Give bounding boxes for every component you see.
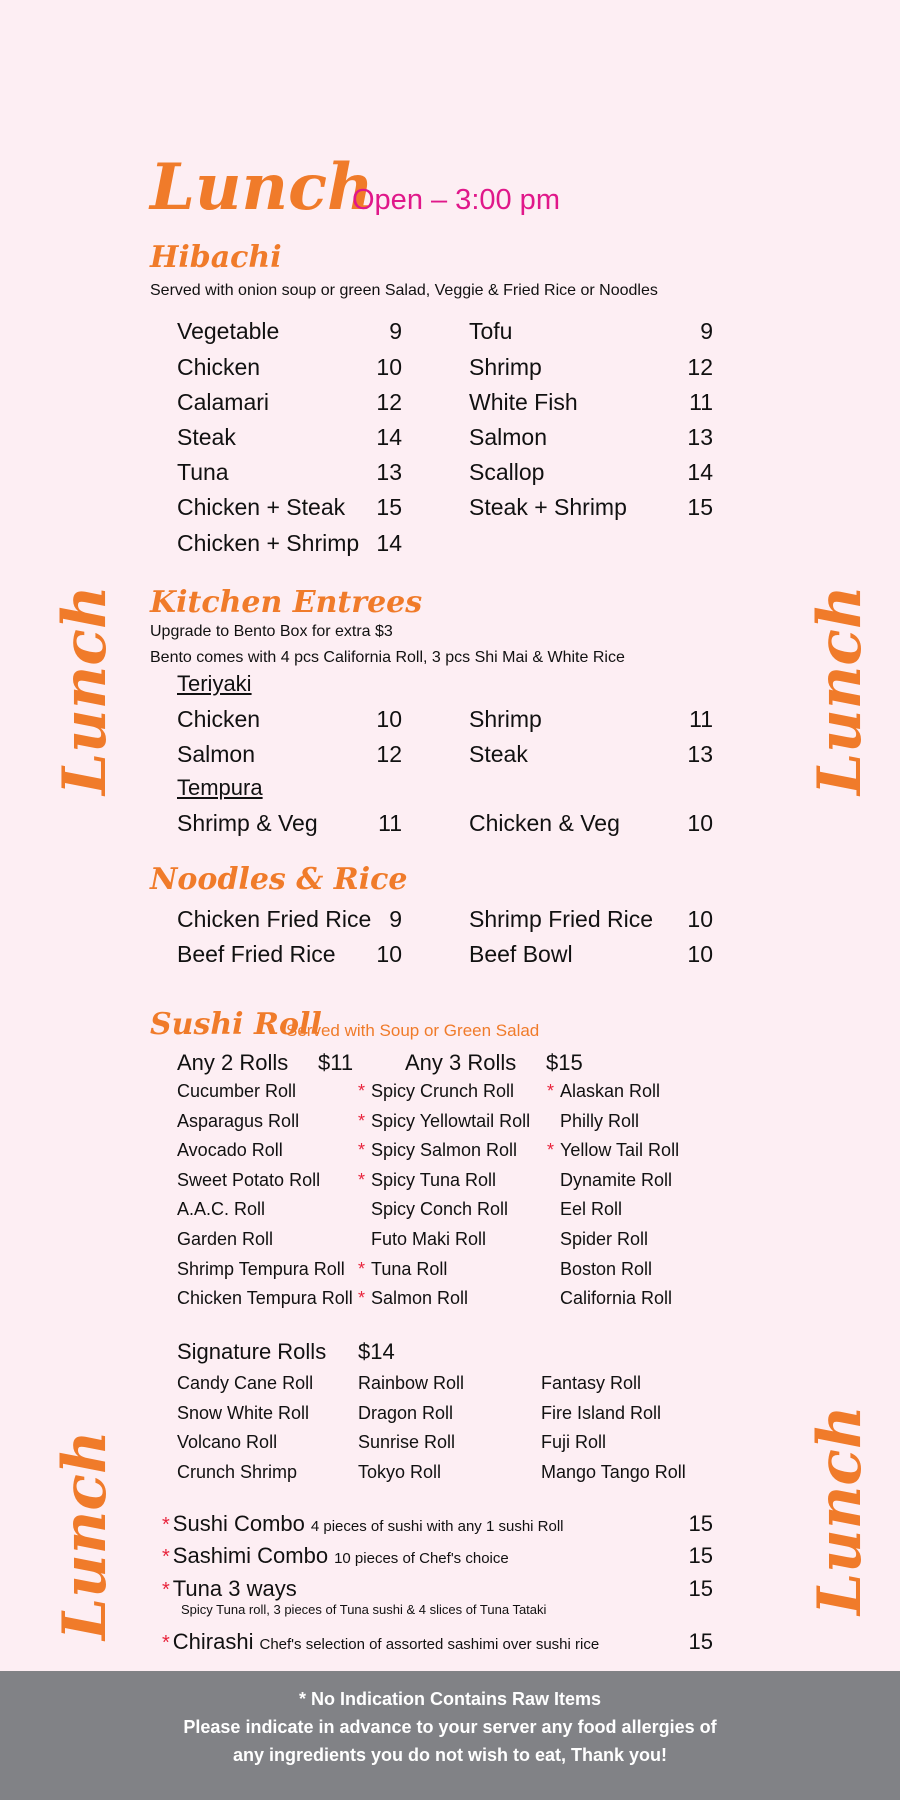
- roll-item: Asparagus Roll: [177, 1110, 300, 1131]
- any3-label: Any 3 Rolls: [405, 1050, 517, 1075]
- menu-item-name: Chicken: [177, 354, 261, 380]
- footer: [0, 1671, 900, 1800]
- menu-item-name: Tofu: [469, 318, 513, 344]
- menu-item-name: Chicken + Steak: [177, 494, 346, 520]
- sushi-subtitle: Served with Soup or Green Salad: [286, 1021, 540, 1040]
- menu-item-name: Steak: [177, 424, 236, 450]
- signature-roll: Fire Island Roll: [541, 1402, 662, 1423]
- combo-desc: 4 pieces of sushi with any 1 sushi Roll: [310, 1518, 564, 1535]
- signature-label: Signature Rolls: [177, 1339, 327, 1364]
- any3-price: $15: [546, 1050, 583, 1075]
- kitchen-desc-1: Upgrade to Bento Box for extra $3: [150, 623, 393, 640]
- roll-item: Philly Roll: [560, 1110, 640, 1131]
- hibachi-title: Hibachi: [150, 240, 282, 275]
- sushi-title: Sushi Roll: [150, 1007, 322, 1042]
- menu-item-price: 12: [376, 389, 402, 415]
- footer-line-2: Please indicate in advance to your server any food allergies of: [183, 1717, 717, 1737]
- menu-item-name: Salmon: [469, 424, 547, 450]
- roll-item: Spicy Conch Roll: [371, 1199, 509, 1220]
- menu-item-name: Chicken + Shrimp: [177, 530, 360, 556]
- kitchen-desc-2: Bento comes with 4 pcs California Roll, 3 pcs Shi Mai & White Rice: [150, 649, 625, 666]
- combo-name: Chirashi: [172, 1629, 254, 1654]
- signature-roll: Tokyo Roll: [358, 1461, 442, 1482]
- roll-item: Salmon Roll: [371, 1288, 469, 1309]
- roll-item: Shrimp Tempura Roll: [177, 1258, 345, 1279]
- menu-item-name: Chicken Fried Rice: [177, 906, 372, 932]
- teriyaki-heading: Teriyaki: [177, 671, 252, 696]
- menu-item-name: Shrimp Fried Rice: [469, 906, 654, 932]
- side-lunch-bottom-right: Lunch: [805, 1405, 875, 1615]
- menu-item-name: Chicken: [177, 706, 261, 732]
- combo-item: [162, 1511, 564, 1537]
- menu-item-name: Chicken & Veg: [469, 810, 620, 836]
- signature-roll: Fantasy Roll: [541, 1373, 642, 1393]
- hours-text: Open – 3:00 pm: [352, 184, 560, 216]
- signature-roll: Candy Cane Roll: [177, 1373, 314, 1393]
- roll-item: Avocado Roll: [177, 1140, 283, 1161]
- combo-price: 15: [688, 1576, 713, 1601]
- combo-name: Sashimi Combo: [172, 1543, 329, 1568]
- roll-item: Cucumber Roll: [177, 1081, 297, 1101]
- roll-item: Spicy Tuna Roll: [371, 1169, 497, 1190]
- menu-item-price: 10: [376, 354, 402, 380]
- footer-line-3: any ingredients you do not wish to eat, Thank you!: [232, 1745, 668, 1765]
- roll-item: Sweet Potato Roll: [177, 1169, 321, 1190]
- roll-item: Eel Roll: [560, 1199, 623, 1220]
- roll-item: Futo Maki Roll: [371, 1229, 487, 1249]
- signature-roll: Sunrise Roll: [358, 1432, 456, 1453]
- menu-item-price: 14: [687, 459, 713, 485]
- footer-line-1: * No Indication Contains Raw Items: [298, 1689, 602, 1709]
- combo-desc: 10 pieces of Chef's choice: [334, 1550, 509, 1567]
- menu-item-name: Tuna: [177, 459, 229, 485]
- menu-item-price: 10: [687, 810, 713, 836]
- roll-item: A.A.C. Roll: [177, 1199, 266, 1220]
- menu-item-price: 13: [376, 459, 402, 485]
- menu-item-name: Salmon: [177, 741, 255, 767]
- raw-star: *: [547, 1140, 555, 1161]
- roll-item: Yellow Tail Roll: [560, 1140, 680, 1161]
- raw-star: *: [162, 1546, 170, 1568]
- menu-item-price: 11: [378, 810, 402, 836]
- signature-roll: Snow White Roll: [177, 1402, 310, 1423]
- combo-note: Spicy Tuna roll, 3 pieces of Tuna sushi & 4 slices of Tuna Tataki: [181, 1602, 547, 1617]
- roll-item: Tuna Roll: [371, 1258, 448, 1279]
- roll-item: Spicy Crunch Roll: [371, 1081, 515, 1101]
- raw-star: *: [547, 1081, 555, 1101]
- menu-item-price: 10: [376, 706, 402, 732]
- menu-item-name: Shrimp & Veg: [177, 810, 318, 836]
- raw-star: *: [358, 1081, 366, 1101]
- menu-item-price: 15: [687, 494, 713, 520]
- side-lunch-top-right: Lunch: [805, 585, 875, 795]
- menu-item-name: Beef Bowl: [469, 941, 573, 967]
- menu-item-price: 14: [376, 424, 402, 450]
- roll-item: Spider Roll: [560, 1229, 649, 1249]
- hibachi-desc: Served with onion soup or green Salad, Veggie & Fried Rice or Noodles: [150, 282, 658, 299]
- tempura-heading: Tempura: [177, 775, 263, 800]
- menu-item-price: 11: [689, 389, 713, 415]
- menu-item-name: Beef Fried Rice: [177, 941, 336, 967]
- roll-item: Boston Roll: [560, 1258, 653, 1279]
- menu-item-price: 9: [389, 318, 402, 344]
- roll-item: California Roll: [560, 1288, 673, 1309]
- combo-item: [162, 1543, 509, 1569]
- menu-item-price: 15: [376, 494, 402, 520]
- menu-item-price: 12: [376, 741, 402, 767]
- menu-item-name: Steak + Shrimp: [469, 494, 627, 520]
- menu-item-name: Vegetable: [177, 318, 280, 344]
- menu-item-price: 12: [687, 354, 713, 380]
- menu-item-name: White Fish: [469, 389, 578, 415]
- raw-star: *: [358, 1169, 366, 1190]
- raw-star: *: [358, 1140, 366, 1161]
- side-lunch-top-left: Lunch: [50, 585, 120, 795]
- raw-star: *: [358, 1258, 366, 1279]
- raw-star: *: [162, 1514, 170, 1536]
- raw-star: *: [162, 1632, 170, 1654]
- menu-item-price: 13: [687, 741, 713, 767]
- roll-item: Chicken Tempura Roll: [177, 1288, 353, 1309]
- roll-item: Alaskan Roll: [560, 1081, 661, 1101]
- combo-name: Sushi Combo: [172, 1511, 305, 1536]
- signature-roll: Mango Tango Roll: [541, 1461, 686, 1482]
- menu-item-price: 9: [700, 318, 713, 344]
- signature-roll: Rainbow Roll: [358, 1373, 465, 1393]
- menu-item-price: 11: [689, 706, 713, 732]
- side-lunch-bottom-left: Lunch: [50, 1430, 120, 1640]
- signature-roll: Dragon Roll: [358, 1402, 454, 1423]
- signature-roll: Crunch Shrimp: [177, 1461, 298, 1482]
- menu-item-name: Steak: [469, 741, 528, 767]
- signature-price: $14: [358, 1339, 395, 1364]
- menu-item-price: 14: [376, 530, 402, 556]
- roll-item: Spicy Salmon Roll: [371, 1140, 518, 1161]
- noodles-title: Noodles & Rice: [150, 862, 408, 897]
- combo-price: 15: [688, 1511, 713, 1536]
- raw-star: *: [162, 1579, 170, 1601]
- page-title: Lunch: [150, 150, 374, 225]
- combo-desc: Chef's selection of assorted sashimi over sushi rice: [259, 1636, 600, 1653]
- menu-item-name: Scallop: [469, 459, 545, 485]
- menu-item-name: Calamari: [177, 389, 270, 415]
- kitchen-title: Kitchen Entrees: [150, 585, 423, 620]
- menu-item-price: 10: [687, 906, 713, 932]
- signature-roll: Fuji Roll: [541, 1432, 607, 1453]
- roll-item: Spicy Yellowtail Roll: [371, 1110, 531, 1131]
- raw-star: *: [358, 1288, 366, 1309]
- roll-item: Garden Roll: [177, 1229, 274, 1249]
- signature-roll: Volcano Roll: [177, 1432, 278, 1453]
- roll-item: Dynamite Roll: [560, 1169, 673, 1190]
- menu-item-price: 13: [687, 424, 713, 450]
- combo-price: 15: [688, 1543, 713, 1568]
- menu-item-price: 10: [376, 941, 402, 967]
- menu-item-price: 9: [389, 906, 402, 932]
- combo-item: [162, 1576, 303, 1602]
- raw-star: *: [358, 1110, 366, 1131]
- menu-item-name: Shrimp: [469, 706, 542, 732]
- combo-item: [162, 1629, 599, 1655]
- menu-item-price: 10: [687, 941, 713, 967]
- combo-price: 15: [688, 1629, 713, 1654]
- any2-price: $11: [318, 1050, 354, 1075]
- combo-name: Tuna 3 ways: [172, 1576, 297, 1601]
- menu-item-name: Shrimp: [469, 354, 542, 380]
- any2-label: Any 2 Rolls: [177, 1050, 289, 1075]
